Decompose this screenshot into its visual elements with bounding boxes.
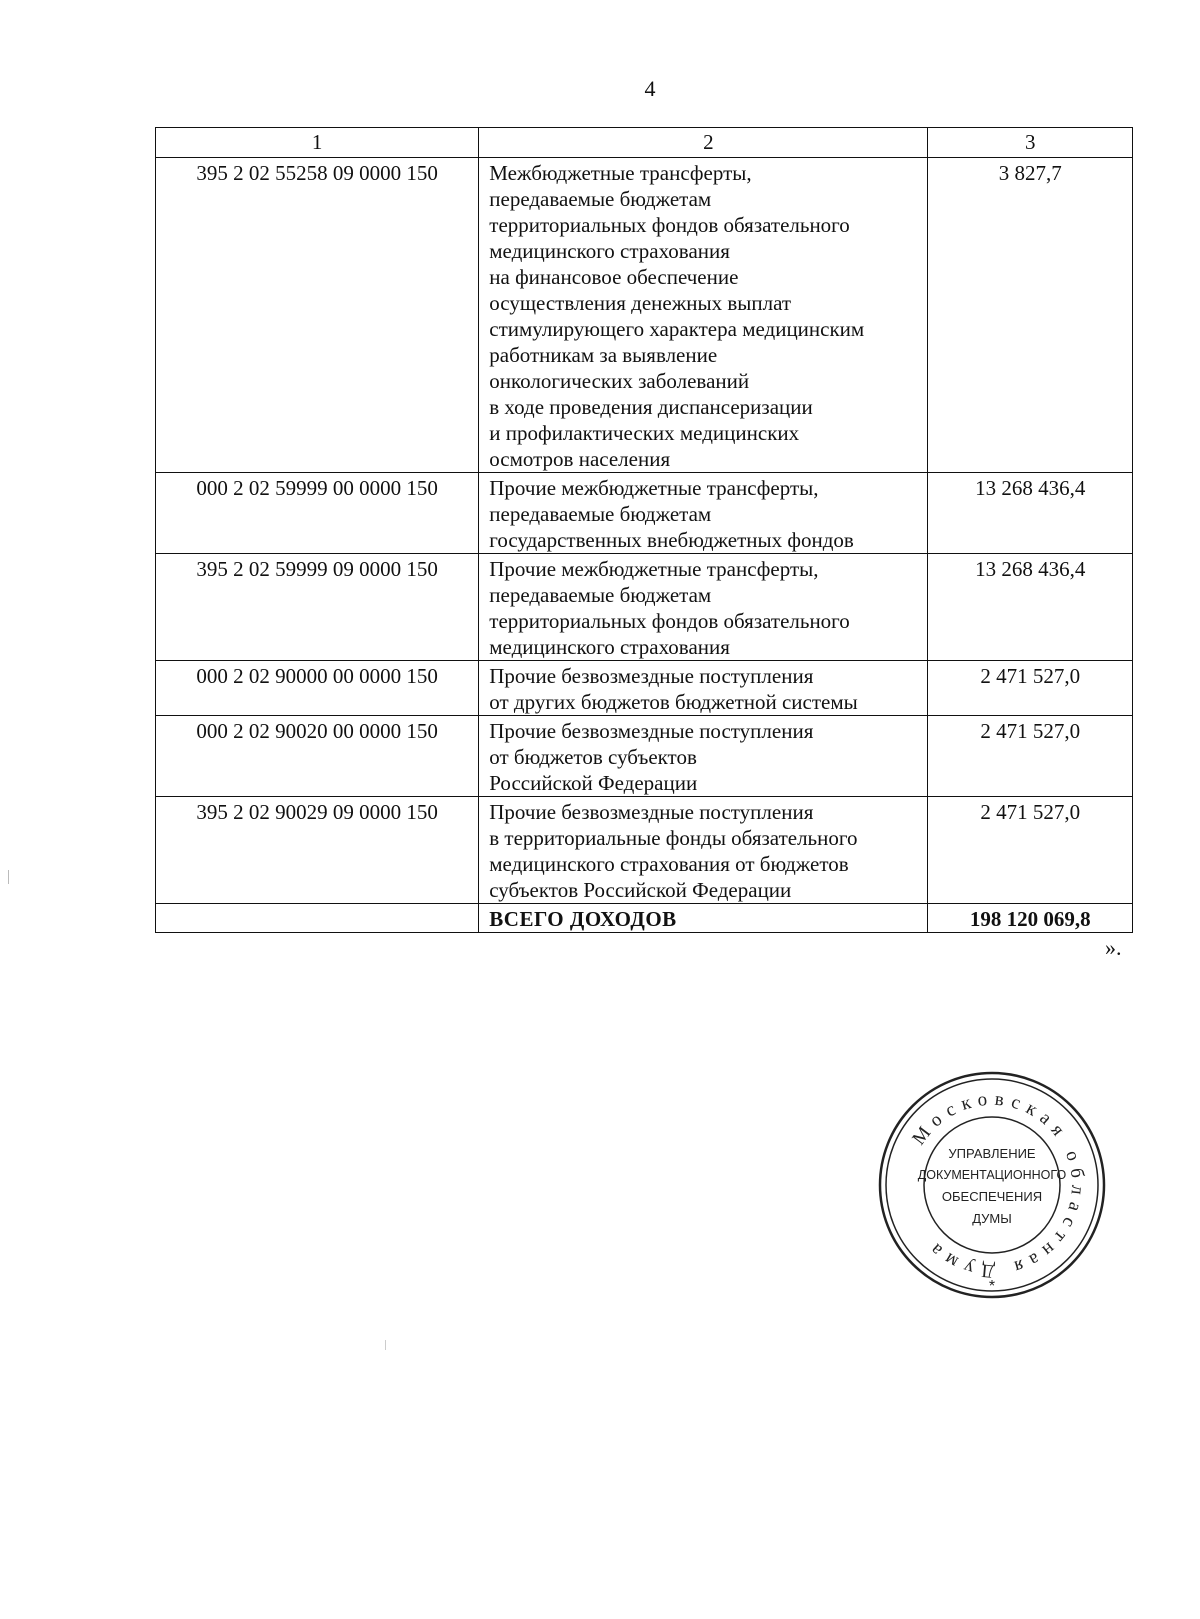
amount-cell: 3 827,7 [928,158,1133,473]
table-row [156,554,1133,661]
description-cell [479,661,928,716]
revenue-table [155,127,1133,933]
amount-cell: 13 268 436,4 [928,473,1133,554]
budget-code-cell: 395 2 02 59999 09 0000 150 [156,554,479,661]
total-label: ВСЕГО ДОХОДОВ [479,904,928,933]
description-line: передаваемые бюджетам [489,187,712,211]
total-code [156,904,479,933]
description-line: Прочие безвозмездные поступления [489,664,814,688]
seal-outer-text: Московская областная Дума [908,1088,1089,1282]
scan-artifact [8,870,9,884]
official-seal-stamp [872,1065,1112,1305]
seal-inner-line-4: ДУМЫ [972,1211,1012,1226]
description-line: и профилактических медицинских [489,421,800,445]
page-number: 4 [644,76,656,101]
description-line: от бюджетов субъектов [489,745,697,769]
table-row [156,797,1133,904]
description-line: от других бюджетов бюджетной системы [489,690,858,714]
table-row [156,661,1133,716]
total-amount: 198 120 069,8 [928,904,1133,933]
description-cell [479,554,928,661]
amount-cell: 13 268 436,4 [928,554,1133,661]
budget-code-cell: 000 2 02 90020 00 0000 150 [156,716,479,797]
column-header-3: 3 [928,128,1133,158]
scan-artifact [385,1340,386,1350]
seal-inner-line-3: ОБЕСПЕЧЕНИЯ [941,1189,1043,1204]
table-row [156,473,1133,554]
description-line: государственных внебюджетных фондов [489,528,854,552]
amount-cell: 2 471 527,0 [928,661,1133,716]
description-line: Прочие межбюджетные трансферты, [489,476,819,500]
description-cell [479,158,928,473]
description-line: медицинского страхования от бюджетов [489,852,849,876]
table-row [156,716,1133,797]
description-line: Прочие межбюджетные трансферты, [489,557,819,581]
amount-cell: 2 471 527,0 [928,797,1133,904]
description-line: осмотров населения [489,447,671,471]
seal-inner-line-2: ДОКУМЕНТАЦИОННОГО [917,1168,1067,1182]
description-line: медицинского страхования [489,239,730,263]
description-line: стимулирующего характера медицинским [489,317,865,341]
description-line: онкологических заболеваний [489,369,750,393]
description-cell [479,473,928,554]
column-header-2: 2 [479,128,928,158]
description-line: работникам за выявление [489,343,718,367]
description-line: в ходе проведения диспансеризации [489,395,813,419]
description-line: Российской Федерации [489,771,698,795]
description-line: на финансовое обеспечение [489,265,739,289]
seal-star-icon: * [988,1278,996,1295]
closing-quote-mark: ». [1105,935,1122,960]
total-row [156,904,1133,933]
column-header-1: 1 [156,128,479,158]
table-body [156,158,1133,933]
description-line: в территориальные фонды обязательного [489,826,858,850]
seal-graphic [872,1065,1112,1305]
description-line: территориальных фондов обязательного [489,213,850,237]
seal-inner-line-1: УПРАВЛЕНИЕ [948,1146,1036,1161]
description-line: медицинского страхования [489,635,730,659]
budget-code-cell: 000 2 02 59999 00 0000 150 [156,473,479,554]
description-line: передаваемые бюджетам [489,583,712,607]
description-line: территориальных фондов обязательного [489,609,850,633]
description-cell [479,716,928,797]
table-header-row [156,128,1133,158]
description-line: субъектов Российской Федерации [489,878,792,902]
amount-cell: 2 471 527,0 [928,716,1133,797]
description-line: Прочие безвозмездные поступления [489,719,814,743]
budget-code-cell: 395 2 02 90029 09 0000 150 [156,797,479,904]
seal-outer-ring-inner [886,1079,1098,1291]
budget-code-cell: 000 2 02 90000 00 0000 150 [156,661,479,716]
description-line: Прочие безвозмездные поступления [489,800,814,824]
description-line: Межбюджетные трансферты, [489,161,752,185]
description-line: передаваемые бюджетам [489,502,712,526]
budget-code-cell: 395 2 02 55258 09 0000 150 [156,158,479,473]
description-line: осуществления денежных выплат [489,291,792,315]
description-cell [479,797,928,904]
seal-inner-ring [924,1117,1060,1253]
table-row [156,158,1133,473]
